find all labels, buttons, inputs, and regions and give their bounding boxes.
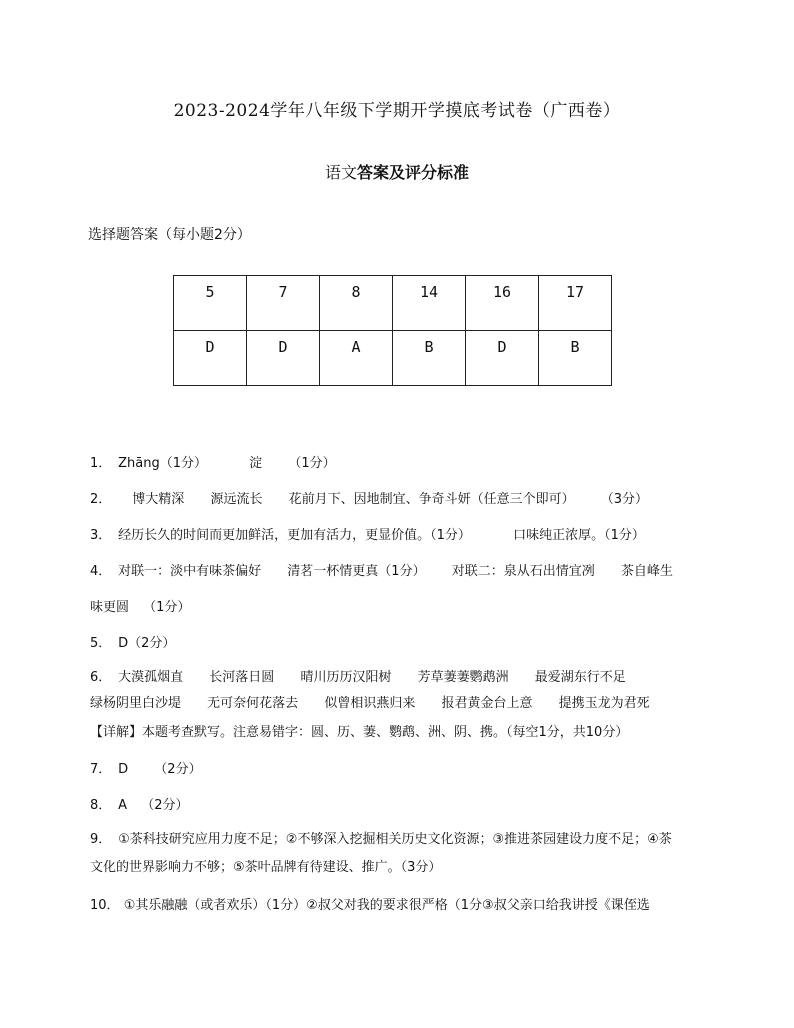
page-title: 2023-2024学年八年级下学期开学摸底考试卷（广西卷） bbox=[173, 101, 621, 121]
item-score: （2分） bbox=[154, 762, 202, 777]
item-text: 报君黄金台上意 bbox=[441, 696, 533, 711]
item-text: D bbox=[118, 762, 129, 777]
subtitle-heading: 答案及评分标准 bbox=[357, 163, 470, 182]
item-text: 博大精深 bbox=[132, 492, 185, 507]
item-number: 6． bbox=[90, 670, 112, 685]
item-text: D（2分） bbox=[118, 636, 176, 651]
item-text: 无可奈何花落去 bbox=[207, 696, 299, 711]
choice-answers-table bbox=[173, 275, 612, 386]
answer-item-1 bbox=[90, 452, 336, 471]
item-text: Zhāng（1分） bbox=[118, 456, 208, 471]
item-text: ①其乐融融（或者欢乐）（1分）②叔父对我的要求很严格（1分③叔父亲口给我讲授《课侄选 bbox=[123, 898, 650, 913]
answer-item-4-continued bbox=[90, 596, 190, 615]
answer-item-4 bbox=[90, 560, 673, 579]
item-number: 2． bbox=[90, 492, 112, 507]
item-number: 5． bbox=[90, 636, 112, 651]
table-row-question-numbers bbox=[174, 276, 612, 331]
answer-item-6 bbox=[90, 666, 626, 685]
table-cell: B bbox=[539, 331, 612, 386]
item-text: 最爱湖东行不足 bbox=[534, 670, 626, 685]
table-cell: 8 bbox=[320, 276, 393, 331]
answer-item-9-continued bbox=[90, 856, 441, 875]
answer-item-6-detail bbox=[90, 721, 628, 740]
item-number: 10． bbox=[90, 898, 120, 913]
item-text: 淀 bbox=[249, 456, 263, 471]
table-cell: D bbox=[247, 331, 320, 386]
table-cell: B bbox=[393, 331, 466, 386]
item-score: （3分） bbox=[600, 492, 649, 507]
item-text: A bbox=[118, 798, 128, 813]
item-number: 4． bbox=[90, 564, 112, 579]
item-text: ①茶科技研究应用力度不足；②不够深入挖掘相关历史文化资源；③推进茶园建设力度不足；④茶 bbox=[118, 832, 672, 847]
item-number: 7． bbox=[90, 762, 112, 777]
table-row-answers bbox=[174, 331, 612, 386]
item-text: 长河落日圆 bbox=[209, 670, 275, 685]
item-number: 3． bbox=[90, 528, 112, 543]
item-text: 味更圆 bbox=[90, 600, 130, 615]
answer-item-2 bbox=[90, 488, 648, 507]
table-cell: 7 bbox=[247, 276, 320, 331]
item-score: （2分） bbox=[141, 798, 189, 813]
item-text: 芳草萋萋鹦鹉洲 bbox=[417, 670, 509, 685]
answer-item-7 bbox=[90, 758, 202, 777]
answer-item-3 bbox=[90, 524, 645, 543]
item-score: （1分） bbox=[288, 456, 336, 471]
item-text: 源远流长 bbox=[210, 492, 263, 507]
item-text: 似曾相识燕归来 bbox=[324, 696, 416, 711]
item-number: 9． bbox=[90, 832, 112, 847]
item-detail: 【详解】本题考查默写。注意易错字：圆、历、萋、鹦鹉、洲、阴、携。（每空1分，共10分） bbox=[90, 725, 629, 740]
item-text: 经历长久的时间而更加鲜活，更加有活力，更显价值。（1分） bbox=[118, 528, 471, 543]
table-cell: D bbox=[466, 331, 539, 386]
item-text: 提携玉龙为君死 bbox=[558, 696, 650, 711]
table-cell: 5 bbox=[174, 276, 247, 331]
answer-item-9 bbox=[90, 828, 672, 847]
answer-item-10 bbox=[90, 894, 650, 913]
answer-item-8 bbox=[90, 794, 188, 813]
item-text: 清茗一杯情更真（1分） bbox=[287, 564, 426, 579]
table-cell: 14 bbox=[393, 276, 466, 331]
item-number: 1． bbox=[90, 456, 112, 471]
page-subtitle bbox=[0, 160, 794, 183]
answer-item-6-row-2 bbox=[90, 692, 650, 711]
item-text: 茶自峰生 bbox=[620, 564, 673, 579]
item-text: 绿杨阴里白沙堤 bbox=[90, 696, 182, 711]
table-cell: A bbox=[320, 331, 393, 386]
item-text: 文化的世界影响力不够；⑤茶叶品牌有待建设、推广。（3分） bbox=[90, 860, 442, 875]
table-cell: 17 bbox=[539, 276, 612, 331]
item-text: 对联二：泉从石出情宜冽 bbox=[451, 564, 595, 579]
subtitle-subject: 语文 bbox=[324, 163, 357, 182]
item-score: （1分） bbox=[143, 600, 191, 615]
table-cell: D bbox=[174, 331, 247, 386]
item-text: 对联一：淡中有味茶偏好 bbox=[118, 564, 262, 579]
item-text: 大漠孤烟直 bbox=[118, 670, 184, 685]
table-cell: 16 bbox=[466, 276, 539, 331]
answer-item-5 bbox=[90, 632, 175, 651]
item-text: 花前月下、因地制宜、争奇斗妍（任意三个即可） bbox=[288, 492, 575, 507]
choice-answers-header: 选择题答案（每小题2分） bbox=[88, 227, 251, 243]
item-text: 口味纯正浓厚。（1分） bbox=[513, 528, 645, 543]
item-number: 8． bbox=[90, 798, 112, 813]
item-text: 晴川历历汉阳树 bbox=[300, 670, 392, 685]
